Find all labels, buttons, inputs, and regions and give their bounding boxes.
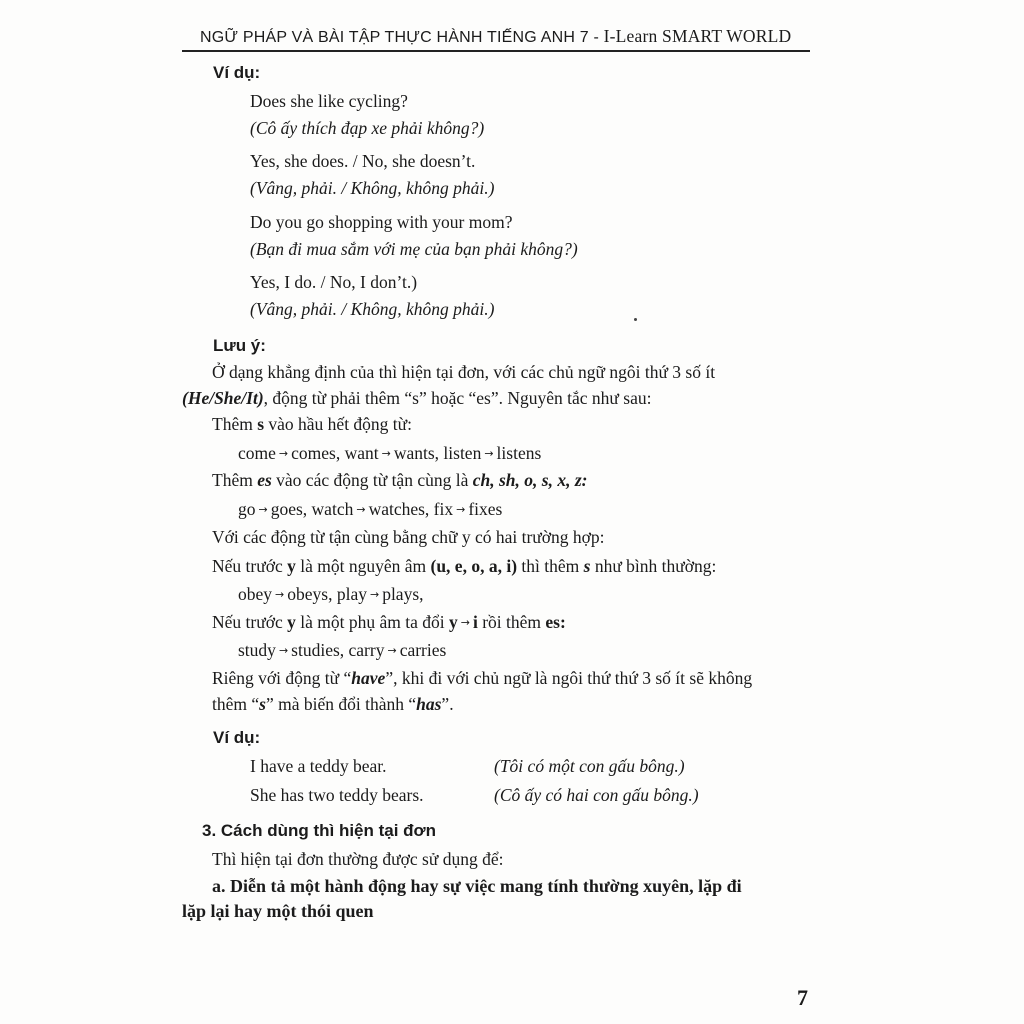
example-translation: (Cô ấy có hai con gấu bông.) (494, 785, 699, 805)
running-header (200, 26, 808, 47)
rule-have-line: Riêng với động từ “have”, khi đi với chủ ngữ là ngôi thứ thứ 3 số ít sẽ không (212, 668, 753, 688)
example-translation: (Bạn đi mua sắm với mẹ của bạn phải không?) (250, 239, 578, 259)
rule-y-intro: Với các động từ tận cùng bằng chữ y có hai trường hợp: (212, 527, 605, 547)
usage-item-a: a. Diễn tả một hành động hay sự việc mang tính thường xuyên, lặp đi (212, 876, 742, 896)
example-sentence: Does she like cycling? (250, 91, 408, 111)
example-sentence: I have a teddy bear. (250, 756, 387, 776)
arrow-icon: → (484, 447, 494, 460)
examples-add-es: go → goes, watch → watches, fix → fixes (238, 499, 503, 519)
arrow-icon: → (278, 447, 289, 460)
header-title: NGỮ PHÁP VÀ BÀI TẬP THỰC HÀNH TIẾNG ANH 7 - (200, 29, 599, 46)
example-sentence: She has two teddy bears. (250, 785, 424, 805)
example-translation: (Cô ấy thích đạp xe phải không?) (250, 118, 485, 138)
arrow-icon: → (460, 616, 470, 629)
header-series: I-Learn SMART WORLD (603, 26, 792, 46)
note-paragraph-line: Ở dạng khẳng định của thì hiện tại đơn, với các chủ ngữ ngôi thứ 3 số ít (212, 362, 716, 382)
example-translation: (Vâng, phải. / Không, không phải.) (250, 178, 495, 198)
usage-item-a-cont: lặp lại hay một thói quen (182, 901, 374, 921)
example-label: Ví dụ: (213, 728, 261, 747)
arrow-icon: → (278, 644, 289, 657)
rule-y-vowel: Nếu trước y là một nguyên âm (u, e, o, a, i) thì thêm s như bình thường: (212, 556, 717, 576)
arrow-icon: → (456, 503, 466, 516)
examples-y-consonant: study → studies, carry → carries (238, 640, 447, 660)
page-number: 7 (797, 985, 808, 1010)
arrow-icon: → (258, 503, 268, 516)
examples-y-vowel: obey → obeys, play → plays, (238, 584, 424, 604)
section-intro: Thì hiện tại đơn thường được sử dụng để: (212, 849, 504, 869)
arrow-icon: → (356, 503, 366, 516)
header-rule (182, 50, 810, 52)
example-label: Ví dụ: (213, 63, 261, 82)
arrow-icon: → (387, 644, 397, 657)
example-sentence: Yes, I do. / No, I don’t.) (250, 272, 418, 292)
example-sentence: Yes, she does. / No, she doesn’t. (250, 151, 476, 171)
print-speck (634, 318, 637, 321)
examples-add-s: come → comes, want → wants, listen → listens (238, 443, 542, 463)
note-paragraph-line: (He/She/It), động từ phải thêm “s” hoặc “es”. Nguyên tắc như sau: (182, 388, 652, 408)
arrow-icon: → (275, 588, 285, 601)
rule-y-consonant: Nếu trước y là một phụ âm ta đổi y → i rồi thêm es: (212, 612, 566, 632)
note-label: Lưu ý: (213, 336, 266, 355)
subject-pronouns: (He/She/It) (182, 388, 264, 408)
arrow-icon: → (369, 588, 380, 601)
rule-have-line: thêm “s” mà biến đổi thành “has”. (212, 694, 454, 714)
example-sentence: Do you go shopping with your mom? (250, 212, 513, 232)
example-translation: (Vâng, phải. / Không, không phải.) (250, 299, 495, 319)
example-translation: (Tôi có một con gấu bông.) (494, 756, 685, 776)
rule-add-es: Thêm es vào các động từ tận cùng là ch, sh, o, s, x, z: (212, 470, 588, 490)
arrow-icon: → (381, 447, 391, 460)
section-heading: 3. Cách dùng thì hiện tại đơn (202, 821, 437, 840)
rule-add-s: Thêm s vào hầu hết động từ: (212, 414, 413, 434)
